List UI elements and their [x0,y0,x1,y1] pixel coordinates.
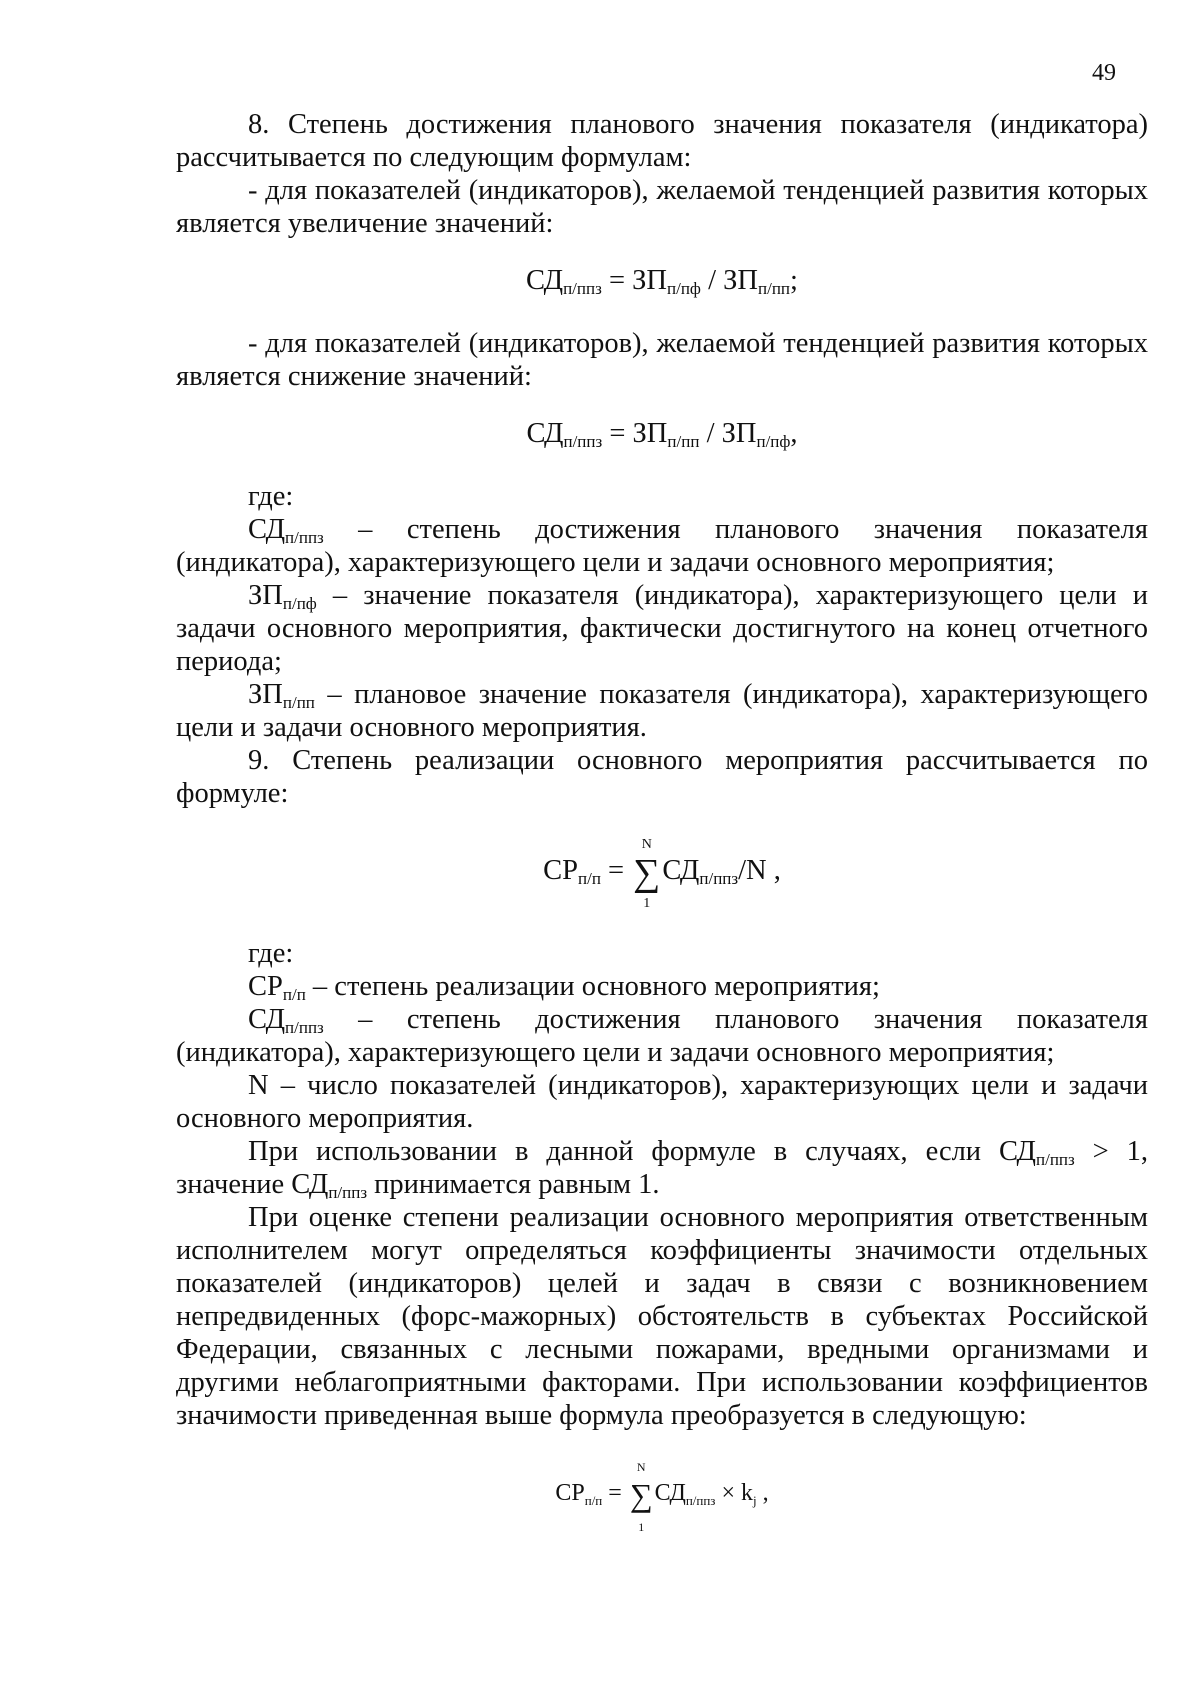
definition-sr: $СР_{п/п}$ – степень реализации основного мероприятия; [248,971,880,1004]
definition-n: N – число показателей (индикаторов), характеризующих цели и задачи основного мероприятия. [176,1070,1148,1134]
formula-weighted-sum: $СР_{п/п}$ = N ∑ 1 $СД_{п/ппз} \times k_j$ , [555,1460,769,1534]
formula-sum: $СР_{п/п}$ = N ∑ 1 $СД_{п/ппз}/N$ , [543,837,781,911]
sum-operator-2: N ∑ 1 [629,1460,653,1534]
paragraph-9: 9. Степень реализации основного мероприятия рассчитывается по формуле: [176,745,1148,809]
formula-decrease: $СД_{п/ппз} = ЗП_{п/пп} / ЗП_{п/пф}$, [526,418,798,451]
case-decrease: - для показателей (индикаторов), желаемой тенденцией развития которых является снижение значений: [176,328,1148,392]
where-label-1: где: [248,481,294,512]
formula-increase: $СД_{п/ппз} = ЗП_{п/пф} / ЗП_{п/пп}$; [526,265,798,298]
definition-zp-plan: $ЗП_{п/пп}$ – плановое значение показателя (индикатора), характеризующего цели и задачи основного мероприятия. [176,679,1148,743]
sum-operator: N ∑ 1 [633,837,661,911]
where-label-2: где: [248,938,294,969]
paragraph-8: 8. Степень достижения планового значения показателя (индикатора) рассчитывается по следующим формулам: [176,109,1148,173]
page-number: 49 [1092,60,1116,86]
rule-paragraph: При использовании в данной формуле в случаях, если $СД_{п/ппз} > 1$, значение $СД_{п/ппз}$ принимается равным 1. [176,1136,1148,1202]
definition-zp-fact: $ЗП_{п/пф}$ – значение показателя (индикатора), характеризующего цели и задачи основного мероприятия, фактически достигнутого на конец отчетного периода; [176,580,1148,677]
document-body [176,108,1148,1534]
case-increase: - для показателей (индикаторов), желаемой тенденцией развития которых является увеличение значений: [176,175,1148,239]
definition-sd: $СД_{п/ппз}$ – степень достижения планового значения показателя (индикатора), характеризующего цели и задачи основного мероприятия; [176,514,1148,578]
coefficient-paragraph: При оценке степени реализации основного мероприятия ответственным исполнителем могут определяться коэффициенты значимости отдельных показателей (индикаторов) целей и задач в связи с возникновением непредвиденных (форс-мажорных) обстоятельств в субъектах Российской Федерации, связанных с лесными пожарами, вредными организмами и другими неблагоприятными факторами. При использовании коэффициентов значимости приведенная выше формула преобразуется в следующую: [176,1202,1148,1431]
definition-sd-2: $СД_{п/ппз}$ – степень достижения планового значения показателя (индикатора), характеризующего цели и задачи основного мероприятия; [176,1004,1148,1068]
